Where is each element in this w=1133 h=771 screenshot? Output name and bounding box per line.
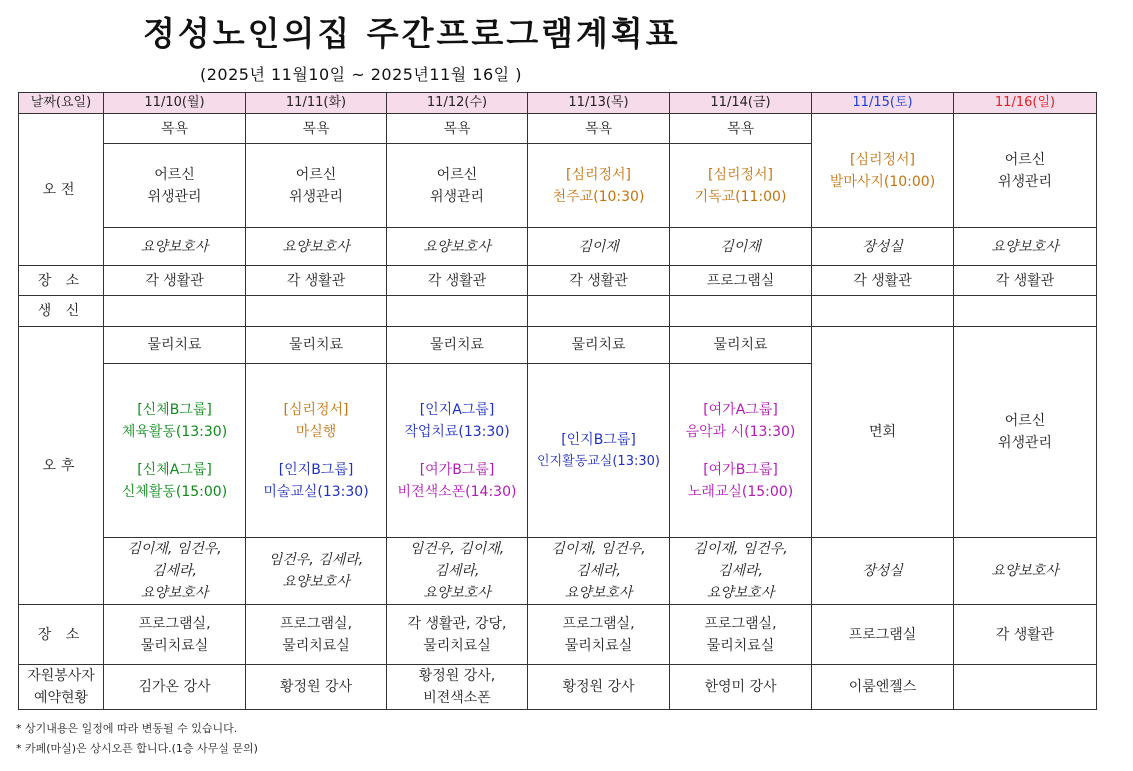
- place-pm-fri: [670, 605, 812, 665]
- pm-therapy-mon: 물리치료: [104, 327, 246, 364]
- place-pm-row: [19, 605, 1097, 665]
- am-sat-line1: [심리정서]: [849, 151, 916, 168]
- place-pm-fri-line1: 프로그램실,: [704, 615, 777, 632]
- pm-staff-fri-line3: 요양보호사: [706, 585, 775, 601]
- pm-staff-row: [19, 538, 1097, 605]
- am-staff-tue: 요양보호사: [246, 228, 387, 266]
- pm-thu-line2: 인지활동교실(13:30): [537, 453, 660, 469]
- pm-program-fri: [670, 364, 812, 538]
- am-mon-line1: 어르신: [154, 166, 195, 183]
- pm-mon-line2: 체육활동(13:30): [121, 423, 228, 440]
- am-tue-line1: 어르신: [295, 166, 337, 183]
- place-am-fri: 프로그램실: [670, 266, 812, 296]
- pm-staff-thu-line2: 김세라,: [575, 563, 622, 579]
- header-day-wed: 11/12(수): [387, 93, 528, 114]
- pm-sun-line2: 위생관리: [997, 435, 1053, 451]
- pm-staff-mon-line1: 김이재, 임건우,: [127, 541, 222, 557]
- pm-mon-line3: [신체A그룹]: [137, 461, 212, 478]
- am-bath-tue: 목욕: [246, 114, 387, 144]
- pm-wed-line1: [인지A그룹]: [419, 401, 495, 418]
- place-pm-wed-line2: 물리치료실: [423, 637, 491, 654]
- row-label-volunteer: [19, 665, 104, 710]
- pm-staff-mon-line2: 김세라,: [151, 563, 198, 579]
- place-pm-fri-line2: 물리치료실: [706, 637, 775, 654]
- schedule-table: [18, 92, 1097, 710]
- row-label-birthday: 생 신: [19, 296, 104, 327]
- am-program-mon: [104, 144, 246, 228]
- volunteer-wed-line2: 비젼색소폰: [423, 690, 491, 706]
- pm-staff-wed-line3: 요양보호사: [423, 585, 491, 601]
- pm-staff-sun: 요양보호사: [954, 538, 1097, 605]
- am-bath-wed: 목욕: [387, 114, 528, 144]
- birthday-row: [19, 296, 1097, 327]
- header-row: [19, 93, 1097, 114]
- pm-fri-line3: [여가B그룹]: [703, 461, 778, 478]
- header-day-sun: 11/16(일): [954, 93, 1097, 114]
- birthday-sat: [812, 296, 954, 327]
- birthday-thu: [528, 296, 670, 327]
- place-pm-sun: 각 생활관: [954, 605, 1097, 665]
- pm-fri-line4: 노래교실(15:00): [687, 483, 794, 500]
- place-am-thu: 각 생활관: [528, 266, 670, 296]
- place-pm-tue: [246, 605, 387, 665]
- am-sat-line2: 발마사지(10:00): [829, 173, 936, 190]
- pm-wed-line2: 작업치료(13:30): [404, 423, 510, 440]
- volunteer-fri: 한영미 강사: [670, 665, 812, 710]
- place-pm-tue-line1: 프로그램실,: [279, 615, 353, 632]
- pm-staff-thu-line1: 김이재, 임건우,: [551, 541, 646, 557]
- am-staff-row: [19, 228, 1097, 266]
- pm-staff-tue-line1: 임건우, 김세라,: [268, 552, 364, 568]
- place-am-wed: 각 생활관: [387, 266, 528, 296]
- pm-program-sun: [954, 327, 1097, 538]
- pm-program-tue: [246, 364, 387, 538]
- place-pm-wed: [387, 605, 528, 665]
- pm-therapy-thu: 물리치료: [528, 327, 670, 364]
- birthday-tue: [246, 296, 387, 327]
- am-sun-line1: 어르신: [1004, 151, 1046, 168]
- am-wed-line2: 위생관리: [429, 188, 485, 205]
- am-sun-line2: 위생관리: [997, 173, 1053, 190]
- page-title: 정성노인의집 주간프로그램계획표: [143, 14, 681, 53]
- pm-staff-fri-line1: 김이재, 임건우,: [693, 541, 788, 557]
- pm-staff-mon: [104, 538, 246, 605]
- pm-thu-line1: [인지B그룹]: [561, 431, 636, 448]
- pm-therapy-row: [19, 327, 1097, 364]
- volunteer-mon: 김가온 강사: [104, 665, 246, 710]
- pm-therapy-tue: 물리치료: [246, 327, 387, 364]
- am-bath-fri: 목욕: [670, 114, 812, 144]
- place-pm-wed-line1: 각 생활관, 강당,: [407, 615, 507, 632]
- volunteer-label-line2: 예약현황: [33, 690, 89, 706]
- pm-therapy-wed: 물리치료: [387, 327, 528, 364]
- header-day-sat: 11/15(토): [812, 93, 954, 114]
- am-bath-thu: 목욕: [528, 114, 670, 144]
- volunteer-thu: 황정원 강사: [528, 665, 670, 710]
- am-staff-fri: 김이재: [670, 228, 812, 266]
- am-bath-mon: 목욕: [104, 114, 246, 144]
- pm-staff-wed-line2: 김세라,: [434, 563, 480, 579]
- place-pm-thu: [528, 605, 670, 665]
- place-am-sat: 각 생활관: [812, 266, 954, 296]
- note-schedule-change: * 상기내용은 일정에 따라 변동될 수 있습니다.: [16, 722, 238, 735]
- am-bath-row: [19, 114, 1097, 144]
- am-fri-line2: 기독교(11:00): [694, 188, 787, 205]
- am-program-sat: [812, 114, 954, 228]
- am-wed-line1: 어르신: [436, 166, 478, 183]
- row-label-am: 오전: [19, 114, 104, 266]
- am-mon-line2: 위생관리: [147, 188, 202, 205]
- volunteer-row: [19, 665, 1097, 710]
- volunteer-wed: [387, 665, 528, 710]
- date-range: (2025년 11월10일 ~ 2025년11월 16일 ): [200, 65, 522, 84]
- pm-staff-tue: [246, 538, 387, 605]
- pm-staff-tue-line2: 요양보호사: [282, 574, 350, 590]
- place-pm-mon-line2: 물리치료실: [140, 637, 209, 654]
- pm-program-wed: [387, 364, 528, 538]
- pm-staff-sat: 장성실: [812, 538, 954, 605]
- pm-fri-line1: [여가A그룹]: [703, 401, 778, 418]
- pm-tue-line3: [인지B그룹]: [278, 461, 354, 478]
- header-day-thu: 11/13(목): [528, 93, 670, 114]
- pm-staff-wed: [387, 538, 528, 605]
- am-program-tue: [246, 144, 387, 228]
- place-pm-sat: 프로그램실: [812, 605, 954, 665]
- am-staff-wed: 요양보호사: [387, 228, 528, 266]
- header-day-mon: 11/10(월): [104, 93, 246, 114]
- pm-tue-line4: 미술교실(13:30): [263, 483, 369, 500]
- place-am-sun: 각 생활관: [954, 266, 1097, 296]
- volunteer-label-line1: 자원봉사자: [27, 668, 95, 684]
- am-program-wed: [387, 144, 528, 228]
- volunteer-tue: 황정원 강사: [246, 665, 387, 710]
- place-am-mon: 각 생활관: [104, 266, 246, 296]
- volunteer-wed-line1: 황정원 강사,: [418, 668, 496, 684]
- place-pm-thu-line1: 프로그램실,: [562, 615, 635, 632]
- am-program-fri: [670, 144, 812, 228]
- place-pm-tue-line2: 물리치료실: [282, 637, 350, 654]
- pm-staff-mon-line3: 요양보호사: [140, 585, 209, 601]
- birthday-wed: [387, 296, 528, 327]
- header-day-fri: 11/14(금): [670, 93, 812, 114]
- birthday-mon: [104, 296, 246, 327]
- place-pm-mon: [104, 605, 246, 665]
- pm-mon-line4: 신체활동(15:00): [121, 483, 228, 500]
- am-staff-mon: 요양보호사: [104, 228, 246, 266]
- am-staff-sun: 요양보호사: [954, 228, 1097, 266]
- am-program-sun: [954, 114, 1097, 228]
- pm-staff-thu: [528, 538, 670, 605]
- am-staff-thu: 김이재: [528, 228, 670, 266]
- pm-tue-line1: [심리정서]: [283, 401, 349, 418]
- am-fri-line1: [심리정서]: [707, 166, 774, 183]
- row-label-place-pm: 장 소: [19, 605, 104, 665]
- pm-tue-line2: 마실행: [295, 423, 337, 440]
- header-day-tue: 11/11(화): [246, 93, 387, 114]
- header-date-label: 날짜(요일): [19, 93, 104, 114]
- pm-program-mon: [104, 364, 246, 538]
- pm-wed-line4: 비젼색소폰(14:30): [397, 483, 517, 500]
- volunteer-sat: 이룸엔젤스: [812, 665, 954, 710]
- am-staff-sat: 장성실: [812, 228, 954, 266]
- place-am-tue: 각 생활관: [246, 266, 387, 296]
- pm-program-thu: [528, 364, 670, 538]
- birthday-sun: [954, 296, 1097, 327]
- am-thu-line2: 천주교(10:30): [552, 188, 645, 205]
- place-pm-thu-line2: 물리치료실: [564, 637, 633, 654]
- am-tue-line2: 위생관리: [288, 188, 344, 205]
- note-cafe: * 카페(마실)은 상시오픈 합니다.(1층 사무실 문의): [16, 742, 258, 755]
- pm-fri-line2: 음악과 시(13:30): [685, 423, 796, 440]
- pm-staff-thu-line3: 요양보호사: [564, 585, 633, 601]
- am-program-thu: [528, 144, 670, 228]
- am-thu-line1: [심리정서]: [565, 166, 632, 183]
- pm-therapy-fri: 물리치료: [670, 327, 812, 364]
- pm-sun-line1: 어르신: [1004, 413, 1046, 429]
- row-label-pm: 오후: [19, 327, 104, 605]
- birthday-fri: [670, 296, 812, 327]
- place-am-row: [19, 266, 1097, 296]
- pm-staff-wed-line1: 임건우, 김이재,: [409, 541, 505, 557]
- pm-staff-fri: [670, 538, 812, 605]
- pm-program-sat: 면회: [812, 327, 954, 538]
- volunteer-sun: [954, 665, 1097, 710]
- row-label-place-am: 장 소: [19, 266, 104, 296]
- pm-staff-fri-line2: 김세라,: [717, 563, 764, 579]
- pm-mon-line1: [신체B그룹]: [137, 401, 212, 418]
- pm-wed-line3: [여가B그룹]: [419, 461, 495, 478]
- place-pm-mon-line1: 프로그램실,: [138, 615, 211, 632]
